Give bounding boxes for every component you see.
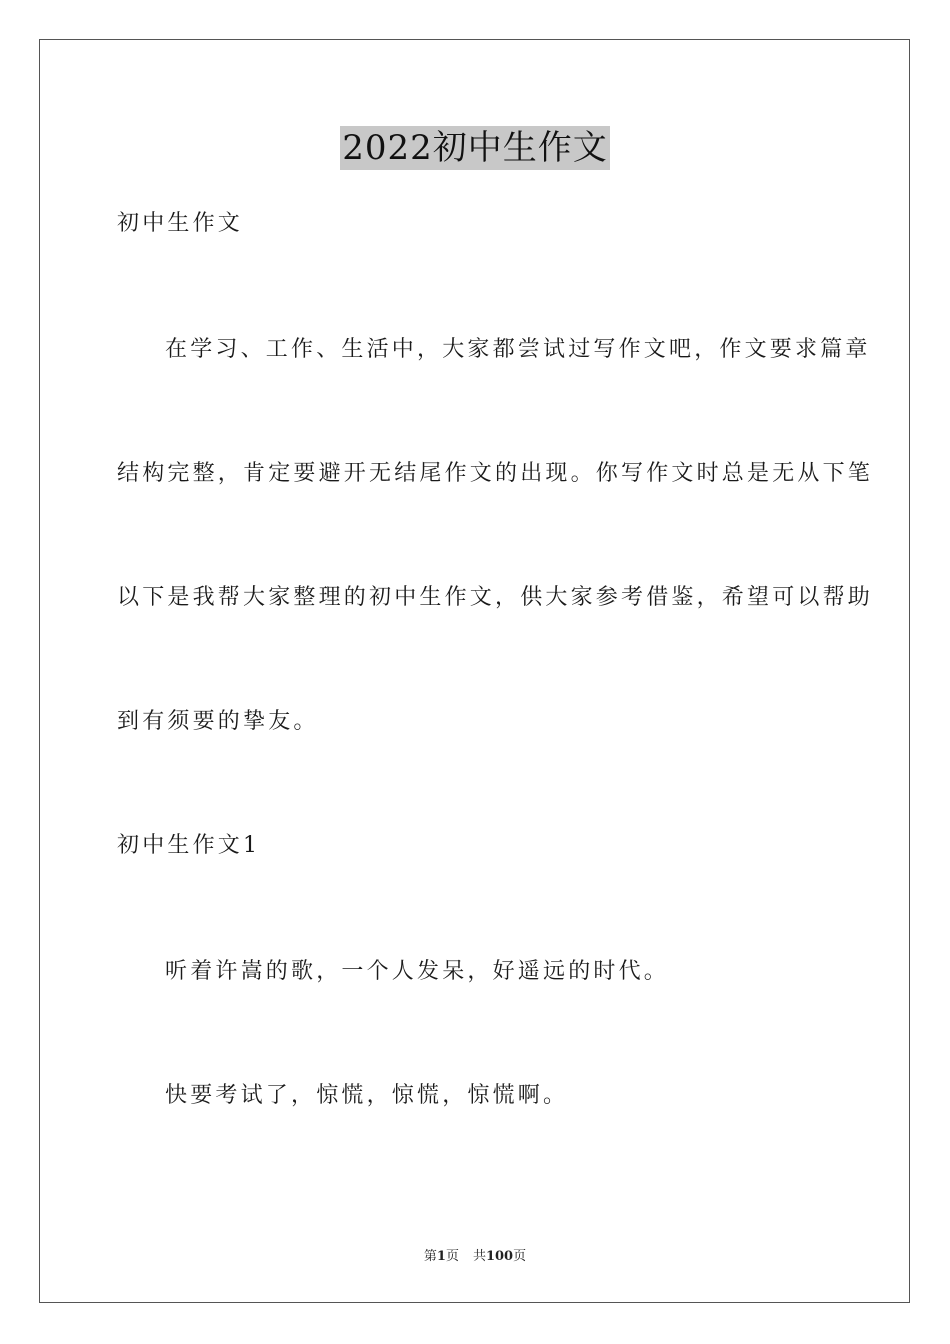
footer-page-prefix: 第 (423, 1249, 437, 1264)
section-heading: 初中生作文 (117, 211, 244, 236)
footer-page-number: 1 (436, 1249, 446, 1264)
footer-page-suffix: 页 (445, 1249, 459, 1264)
footer-total-prefix: 共 (472, 1249, 486, 1264)
document-title: 2022初中生作文 (342, 128, 608, 168)
footer-total-pages: 100 (485, 1249, 514, 1264)
paragraph-line: 以下是我帮大家整理的初中生作文，供大家参考借鉴，希望可以帮助 (117, 585, 874, 610)
paragraph-line: 快要考试了，惊慌，惊慌，惊慌啊。 (165, 1083, 569, 1108)
section-heading: 初中生作文1 (117, 833, 261, 858)
paragraph-line: 在学习、工作、生活中，大家都尝试过写作文吧，作文要求篇章 (165, 337, 871, 362)
title-container (0, 126, 950, 170)
paragraph-line: 听着许嵩的歌，一个人发呆，好遥远的时代。 (165, 959, 670, 984)
paragraph-line: 结构完整，肯定要避开无结尾作文的出现。你写作文时总是无从下笔 (117, 461, 874, 486)
footer-total-suffix: 页 (513, 1249, 527, 1264)
page-footer (0, 1248, 950, 1266)
paragraph-line: 到有须要的挚友。 (117, 709, 319, 734)
